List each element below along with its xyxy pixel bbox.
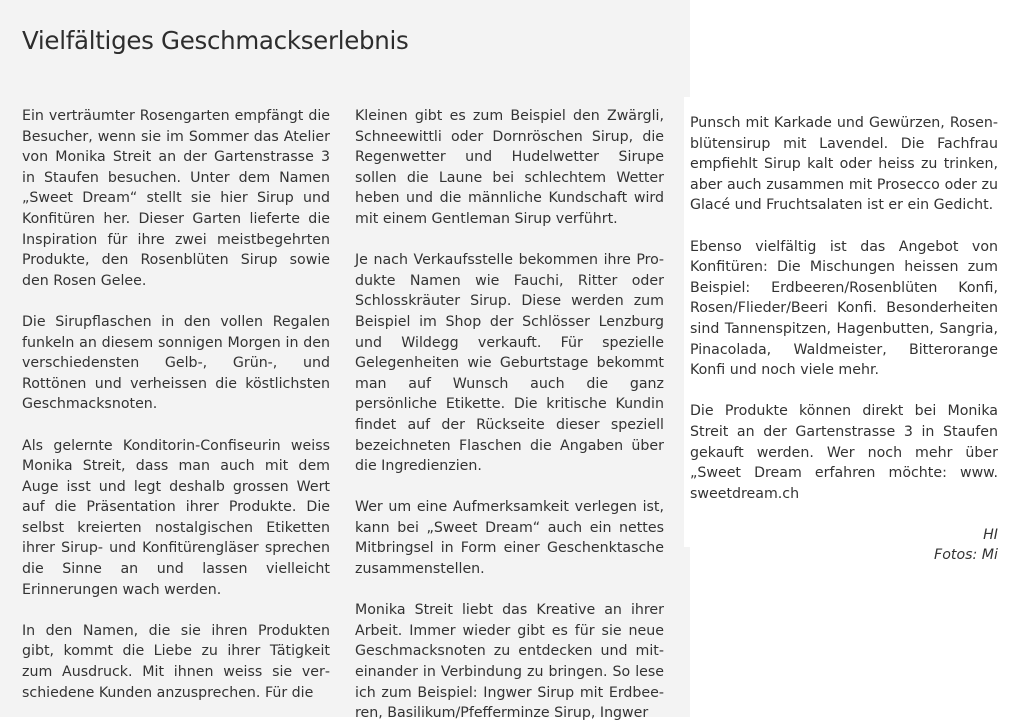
paragraph: Monika Streit liebt das Kreative an ihrer Arbeit. Immer wieder gibt es für sie neue Geschmacksnoten zu entdecken und miteinander in Verbindung zu bringen. So lese ich zum Beispiel: Ingwer Sirup mit Erdbeeren, Basilikum/Pfefferminze Sirup, Ingwer [355,602,664,722]
paragraph: Als gelernte Konditorin-Confiseurin weiss Monika Streit, dass man auch mit dem Auge isst und legt deshalb grossen Wert auf die Präsentation ihrer Produkte. Die selbst kreierten nostalgischen Etiketten ihrer Sirup- und Konfitürengläser sprechen die Sinne an und lassen vielleicht Erinnerungen wach werden. [22,437,330,598]
article-title: Vielfältiges Geschmackserlebnis [22,26,409,55]
text-column-1 [22,106,330,703]
text-column-3 [690,113,998,566]
credits [690,525,998,566]
paragraph: Ebenso vielfältig ist das Angebot von Konfitüren: Die Mischungen heissen zum Beispiel: Erdbeeren/Rosenblüten Konfi, Rosen/Flieder/Beeri Konfi. Besonderheiten sind Tannenspitzen, Hagenbutten, Sangria, Pinacolada, Waldmeister, Bitterorange Konfi und noch viele mehr. [690,238,998,379]
paragraph: Je nach Verkaufsstelle bekommen ihre Produkte Namen wie Fauchi, Ritter oder Schlosskräuter Sirup. Diese werden zum Beispiel im Shop der Schlösser Lenzburg und Wildegg verkauft. Für spezielle Gelegenheiten wie Geburtstage bekommt man auf Wunsch auch die ganz persönliche Etikette. Die kritische Kundin findet auf der Rückseite dieser speziell bezeichneten Flaschen die Angaben über die Ingredienzien. [355,252,664,475]
paragraph: Ein verträumter Rosengarten empfängt die Besucher, wenn sie im Sommer das Atelier von Monika Streit an der Gartenstrasse 3 in Staufen besuchen. Unter dem Namen „Sweet Dream“ stellt sie hier Sirup und Konfitüren her. Dieser Garten lieferte die Inspiration für ihre zwei meistbegehrten Produkte, den Rosenblüten Sirup sowie den Rosen Gelee. [22,108,330,289]
author-initials: HI [983,526,998,543]
photo-credit: Fotos: Mi [934,547,998,564]
paragraph: Die Produkte können direkt bei Monika Streit an der Gartenstrasse 3 in Staufen gekauft werden. Wer noch mehr über „Sweet Dream erfahren möchte: www. sweetdream.ch [690,403,998,502]
paragraph: Punsch mit Karkade und Gewürzen, Rosenblütensirup mit Lavendel. Die Fachfrau empfiehlt Sirup kalt oder heiss zu trinken, aber auch zusammen mit Prosecco oder zu Glacé und Fruchtsalaten ist er ein Gedicht. [690,115,998,214]
paragraph: Kleinen gibt es zum Beispiel den Zwärgli, Schneewittli oder Dornröschen Sirup, die Regenwetter und Hudelwetter Sirupe sollen die Laune bei schlechtem Wetter heben und die männliche Kundschaft wird mit einem Gentleman Sirup verführt. [355,108,664,227]
paragraph: In den Namen, die sie ihren Produkten gibt, kommt die Liebe zu ihrer Tätigkeit zum Ausdruck. Mit ihnen weiss sie verschiedene Kunden anzusprechen. Für die [22,622,330,701]
text-column-2 [355,106,664,724]
paragraph: Die Sirupflaschen in den vollen Regalen funkeln an diesem sonnigen Morgen in den verschiedensten Gelb-, Grün-, und Rottönen und verheissen die köstlichsten Geschmacksnoten. [22,313,330,413]
paragraph: Wer um eine Aufmerksamkeit verlegen ist, kann bei „Sweet Dream“ auch ein nettes Mitbringsel in Form einer Geschenktasche zusammenstellen. [355,499,664,578]
